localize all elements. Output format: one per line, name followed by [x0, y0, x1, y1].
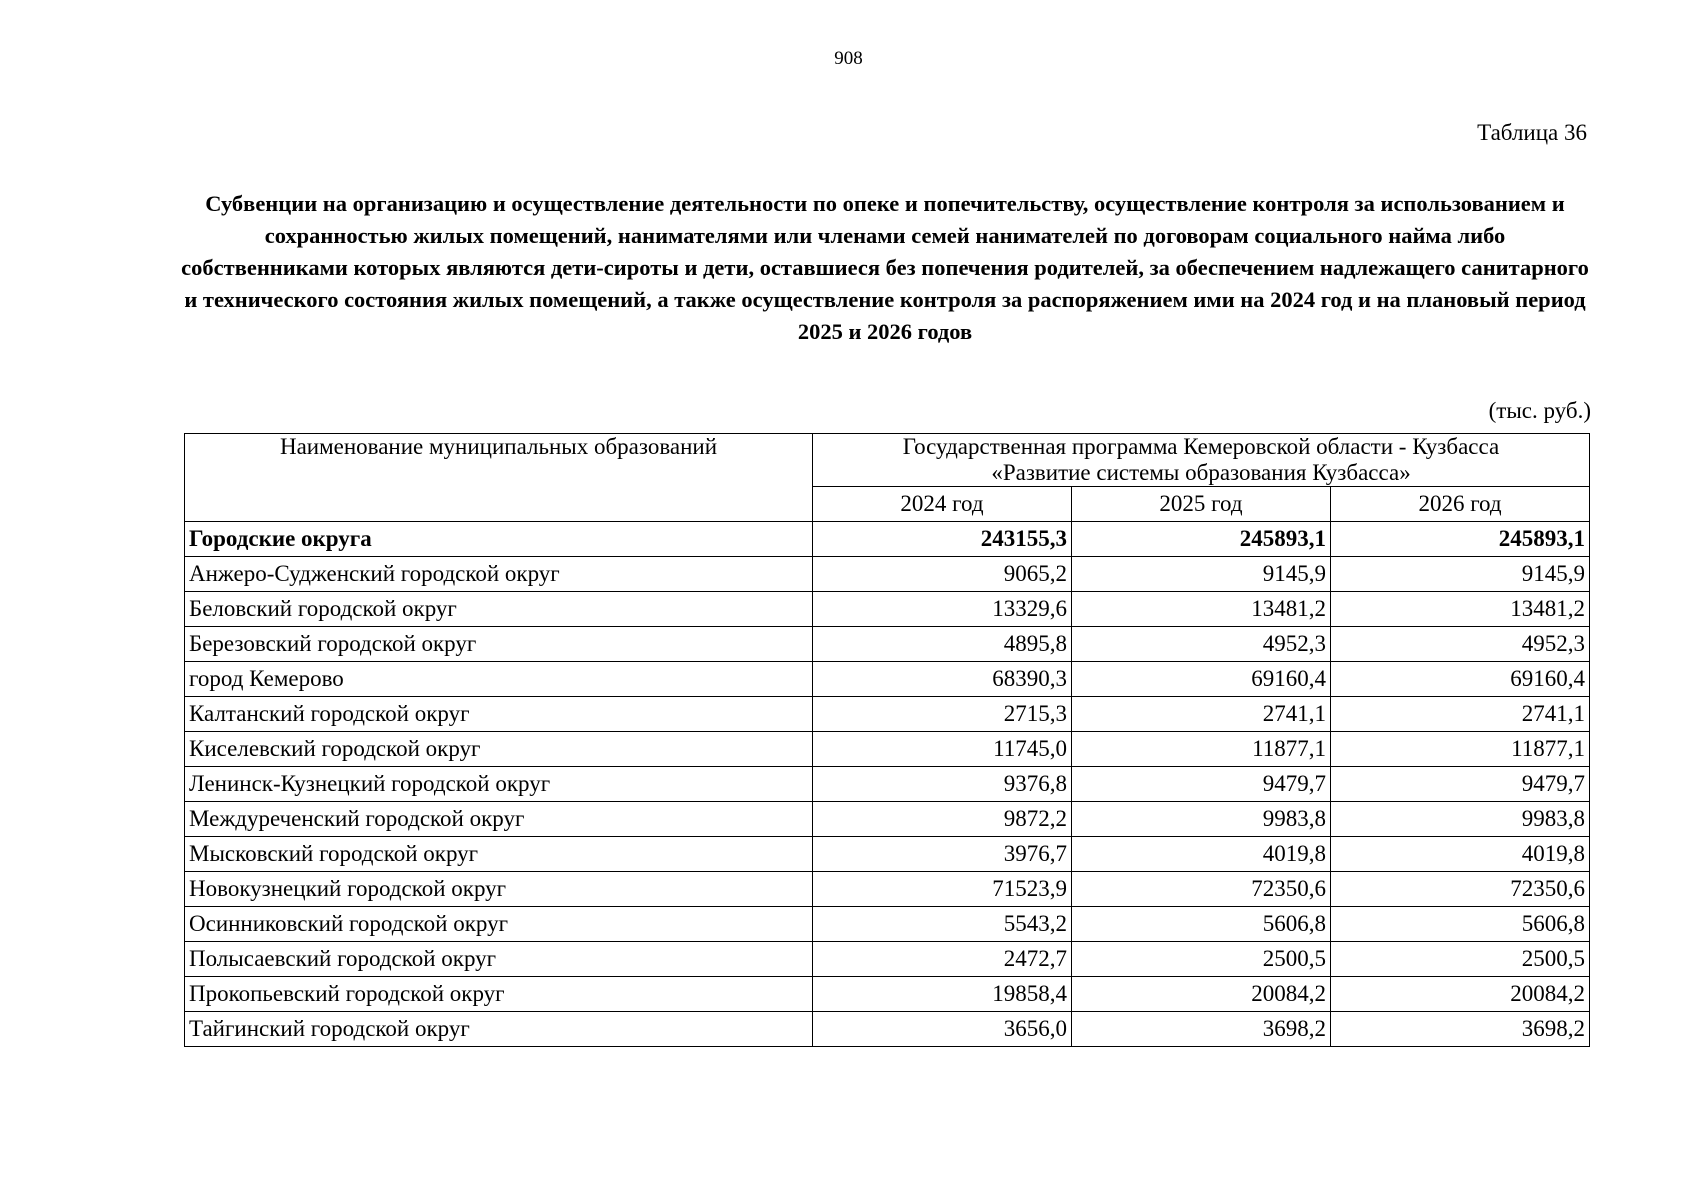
cell-municipality: Калтанский городской округ — [185, 697, 813, 732]
cell-value-2024: 3656,0 — [813, 1012, 1072, 1047]
cell-value-2025: 4952,3 — [1072, 627, 1331, 662]
subventions-table — [184, 433, 1590, 1047]
cell-value-2024: 19858,4 — [813, 977, 1072, 1012]
cell-value-2024: 71523,9 — [813, 872, 1072, 907]
cell-value-2024: 5543,2 — [813, 907, 1072, 942]
table-body — [185, 522, 1590, 1047]
header-program-line1: Государственная программа Кемеровской области - Кузбасса — [902, 434, 1500, 459]
header-program-line2: «Развитие системы образования Кузбасса» — [991, 460, 1411, 485]
cell-municipality: Мысковский городской округ — [185, 837, 813, 872]
cell-value-2024: 13329,6 — [813, 592, 1072, 627]
cell-municipality: Беловский городской округ — [185, 592, 813, 627]
cell-value-2024: 3976,7 — [813, 837, 1072, 872]
cell-municipality: Киселевский городской округ — [185, 732, 813, 767]
cell-value-2025: 2741,1 — [1072, 697, 1331, 732]
table-row — [185, 907, 1590, 942]
cell-municipality: Осинниковский городской округ — [185, 907, 813, 942]
cell-municipality: Полысаевский городской округ — [185, 942, 813, 977]
table-row — [185, 557, 1590, 592]
cell-value-2025: 2500,5 — [1072, 942, 1331, 977]
cell-municipality: Березовский городской округ — [185, 627, 813, 662]
table-row — [185, 697, 1590, 732]
cell-municipality: Прокопьевский городской округ — [185, 977, 813, 1012]
cell-value-2026: 4952,3 — [1331, 627, 1590, 662]
cell-value-2026: 9479,7 — [1331, 767, 1590, 802]
cell-value-2025: 9479,7 — [1072, 767, 1331, 802]
table-row — [185, 837, 1590, 872]
cell-value-2025: 9983,8 — [1072, 802, 1331, 837]
cell-value-2026: 11877,1 — [1331, 732, 1590, 767]
document-title: Субвенции на организацию и осуществление деятельности по опеке и попечительству, осуществление контроля за использованием и сохранностью жилых помещений, нанимателями или членами семей нанимателей по договорам социального найма либо собственниками которых являются дети-сироты и дети, оставшиеся без попечения родителей, за обеспечением надлежащего санитарного и технического состояния жилых помещений, а также осуществление контроля за распоряжением ими на 2024 год и на плановый период 2025 и 2026 годов — [181, 191, 1589, 344]
cell-value-2024: 2715,3 — [813, 697, 1072, 732]
cell-value-2025: 9145,9 — [1072, 557, 1331, 592]
cell-value-2026: 72350,6 — [1331, 872, 1590, 907]
table-row-total — [185, 522, 1590, 557]
table-row — [185, 732, 1590, 767]
cell-municipality: Анжеро-Судженский городской округ — [185, 557, 813, 592]
header-program — [813, 434, 1590, 487]
cell-value-2026: 13481,2 — [1331, 592, 1590, 627]
header-year-2025: 2025 год — [1072, 487, 1331, 522]
header-year-2026: 2026 год — [1331, 487, 1590, 522]
cell-value-2026: 69160,4 — [1331, 662, 1590, 697]
cell-value-2025: 72350,6 — [1072, 872, 1331, 907]
cell-value-2024: 243155,3 — [813, 522, 1072, 557]
table-row — [185, 592, 1590, 627]
table-row — [185, 942, 1590, 977]
cell-value-2024: 4895,8 — [813, 627, 1072, 662]
cell-value-2025: 245893,1 — [1072, 522, 1331, 557]
cell-value-2026: 2500,5 — [1331, 942, 1590, 977]
cell-value-2026: 3698,2 — [1331, 1012, 1590, 1047]
cell-value-2025: 11877,1 — [1072, 732, 1331, 767]
cell-municipality: Ленинск-Кузнецкий городской округ — [185, 767, 813, 802]
cell-value-2026: 9145,9 — [1331, 557, 1590, 592]
cell-value-2026: 2741,1 — [1331, 697, 1590, 732]
page-number: 908 — [834, 48, 863, 69]
cell-value-2026: 245893,1 — [1331, 522, 1590, 557]
header-row-1 — [185, 434, 1590, 487]
cell-value-2024: 11745,0 — [813, 732, 1072, 767]
table-row — [185, 872, 1590, 907]
cell-value-2025: 4019,8 — [1072, 837, 1331, 872]
cell-municipality: Междуреченский городской округ — [185, 802, 813, 837]
cell-value-2024: 2472,7 — [813, 942, 1072, 977]
header-municipality: Наименование муниципальных образований — [185, 434, 813, 522]
cell-value-2025: 13481,2 — [1072, 592, 1331, 627]
table-row — [185, 802, 1590, 837]
cell-value-2025: 5606,8 — [1072, 907, 1331, 942]
cell-value-2025: 69160,4 — [1072, 662, 1331, 697]
cell-value-2026: 20084,2 — [1331, 977, 1590, 1012]
table-label: Таблица 36 — [1477, 120, 1587, 145]
table-row — [185, 767, 1590, 802]
cell-value-2026: 5606,8 — [1331, 907, 1590, 942]
cell-municipality: Тайгинский городской округ — [185, 1012, 813, 1047]
cell-municipality: Городские округа — [185, 522, 813, 557]
table-row — [185, 627, 1590, 662]
cell-value-2024: 9872,2 — [813, 802, 1072, 837]
cell-value-2024: 9065,2 — [813, 557, 1072, 592]
cell-municipality: Новокузнецкий городской округ — [185, 872, 813, 907]
cell-municipality: город Кемерово — [185, 662, 813, 697]
table-row — [185, 1012, 1590, 1047]
cell-value-2024: 68390,3 — [813, 662, 1072, 697]
units-label: (тыс. руб.) — [1488, 398, 1591, 423]
cell-value-2026: 9983,8 — [1331, 802, 1590, 837]
table-header — [185, 434, 1590, 522]
table-row — [185, 977, 1590, 1012]
cell-value-2026: 4019,8 — [1331, 837, 1590, 872]
cell-value-2025: 20084,2 — [1072, 977, 1331, 1012]
cell-value-2024: 9376,8 — [813, 767, 1072, 802]
header-year-2024: 2024 год — [813, 487, 1072, 522]
table-row — [185, 662, 1590, 697]
cell-value-2025: 3698,2 — [1072, 1012, 1331, 1047]
